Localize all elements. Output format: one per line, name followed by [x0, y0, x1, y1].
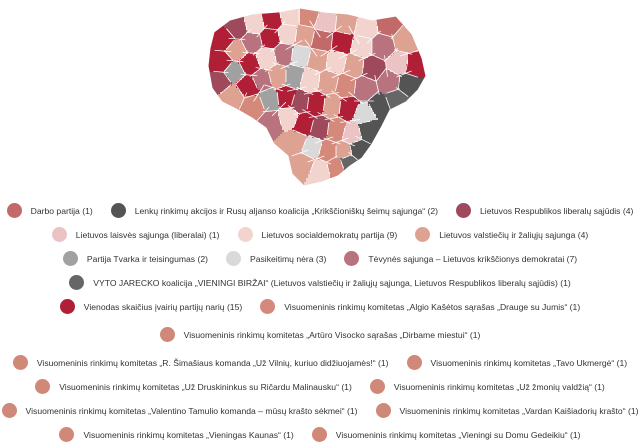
legend-swatch — [456, 203, 471, 218]
municipality-region — [200, 84, 244, 174]
legend-item — [7, 203, 93, 218]
legend-swatch — [344, 251, 359, 266]
legend-item — [63, 251, 208, 266]
legend-swatch — [376, 403, 391, 418]
legend-swatch — [260, 299, 275, 314]
municipality-region — [384, 90, 440, 158]
legend-label: Visuomeninis rinkimų komitetas „Valentino Tamulio komanda – mūsų krašto sėkmei“ (1) — [25, 405, 358, 416]
legend-label: Visuomeninis rinkimų komitetas „Algio Kašėtos sąrašas „Drauge su Jumis“ (1) — [284, 301, 581, 312]
legend-row — [0, 379, 640, 394]
legend-label: Lietuvos laisvės sąjunga (liberalai) (1) — [75, 229, 220, 240]
municipality-region — [200, 110, 284, 190]
municipality-region — [214, 154, 316, 190]
legend-item — [111, 203, 438, 218]
legend-label: Vienodas skaičius įvairių partijų narių (15) — [83, 301, 243, 312]
legend-row — [0, 327, 640, 342]
legend-label: Visuomeninis rinkimų komitetas „Vieningi su Domu Gedeikiu“ (1) — [335, 429, 581, 440]
legend-label: Visuomeninis rinkimų komitetas „Už Druskininkus su Ričardu Malinausku“ (1) — [59, 381, 352, 392]
legend-label: Lietuvos valstiečių ir žaliųjų sąjunga (4) — [439, 229, 589, 240]
legend-label: Visuomeninis rinkimų komitetas „Vieningas Kaunas“ (1) — [83, 429, 294, 440]
map-area — [0, 0, 640, 195]
legend-swatch — [35, 379, 50, 394]
legend-swatch — [60, 299, 75, 314]
legend-row — [0, 251, 640, 266]
legend-swatch — [238, 227, 253, 242]
legend-label: Tėvynės sąjunga – Lietuvos krikščionys demokratai (7) — [368, 253, 578, 264]
legend-item — [376, 403, 639, 418]
legend-item — [238, 227, 398, 242]
legend-row — [0, 275, 640, 290]
legend-item — [370, 379, 605, 394]
legend-label: Visuomeninis rinkimų komitetas „Artūro Visocko sąrašas „Dirbame miestui“ (1) — [183, 329, 481, 340]
municipality-region — [340, 156, 400, 190]
legend-swatch — [2, 403, 17, 418]
legend-label: Visuomeninis rinkimų komitetas „R. Šimašiaus komanda „Už Vilnių, kuriuo didžiuojamės!“ (1) — [36, 357, 389, 368]
legend-swatch — [415, 227, 430, 242]
municipality-region — [354, 6, 378, 38]
legend-row — [0, 299, 640, 314]
legend-item — [2, 403, 358, 418]
legend-item — [415, 227, 588, 242]
legend-item — [226, 251, 326, 266]
legend-item — [13, 355, 389, 370]
legend-label: Lietuvos socialdemokratų partija (9) — [261, 229, 398, 240]
legend-row — [0, 203, 640, 218]
legend-item — [52, 227, 220, 242]
legend-item — [69, 275, 570, 290]
legend-label: Pasikeitimų nėra (3) — [250, 253, 327, 264]
legend-row — [0, 355, 640, 370]
legend-label: Darbo partija (1) — [30, 205, 93, 216]
legend-label: Partija Tvarka ir teisingumas (2) — [86, 253, 208, 264]
legend-label: Visuomeninis rinkimų komitetas „Už žmonių valdžią“ (1) — [393, 381, 605, 392]
legend-item — [407, 355, 628, 370]
legend-label: VYTO JARECKO koalicija „VIENINGI BIRŽAI“ (Lietuvos valstiečių ir žaliųjų sąjunga, Lietuvos Respublikos liberalų sąjūdis) (1) — [93, 277, 571, 288]
lithuania-municipalities-map — [200, 6, 440, 190]
legend-swatch — [370, 379, 385, 394]
legend-swatch — [226, 251, 241, 266]
legend-row — [0, 227, 640, 242]
municipality-region — [350, 140, 440, 190]
legend-swatch — [69, 275, 84, 290]
legend-label: Visuomeninis rinkimų komitetas „Vardan Kaišiadorių krašto“ (1) — [399, 405, 639, 416]
legend-swatch — [13, 355, 28, 370]
legend-swatch — [111, 203, 126, 218]
legend-swatch — [160, 327, 175, 342]
legend-swatch — [52, 227, 67, 242]
legend-swatch — [7, 203, 22, 218]
legend-item — [260, 299, 580, 314]
legend-row — [0, 403, 640, 418]
legend-swatch — [63, 251, 78, 266]
legend-swatch — [407, 355, 422, 370]
legend-label: Lietuvos Respublikos liberalų sąjūdis (4) — [480, 205, 634, 216]
legend-item — [60, 299, 242, 314]
legend-label: Visuomeninis rinkimų komitetas „Tavo Ukmergė“ (1) — [430, 357, 628, 368]
legend-item — [35, 379, 352, 394]
legend-item — [344, 251, 577, 266]
legend-item — [160, 327, 481, 342]
legend-label: Lenkų rinkimų akcijos ir Rusų aljanso koalicija „Krikščioniškų šeimų sąjunga“ (2) — [134, 205, 439, 216]
legend-item — [456, 203, 633, 218]
